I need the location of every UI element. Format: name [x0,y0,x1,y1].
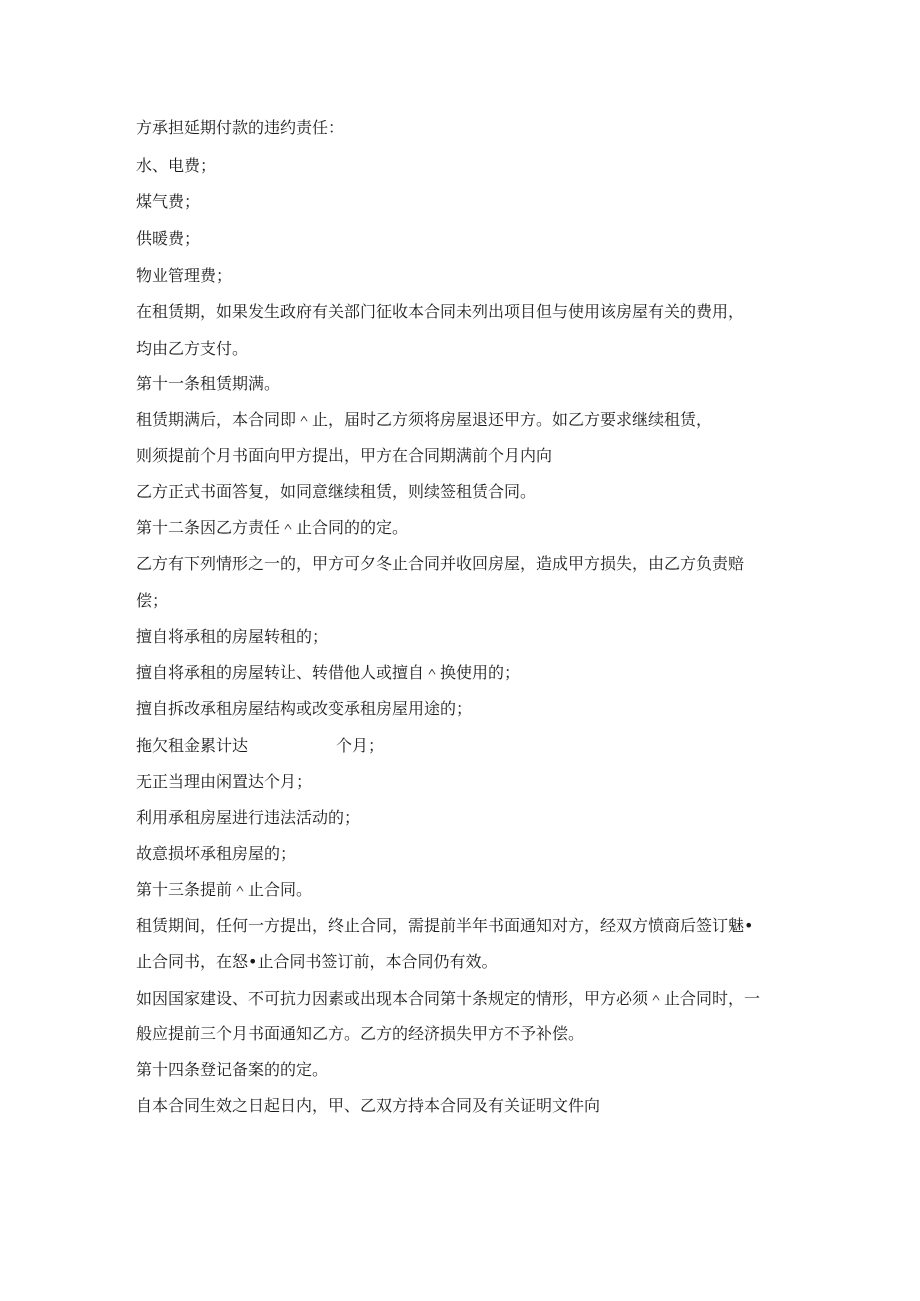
text-line: 般应提前三个月书面通知乙方。乙方的经济损失甲方不予补偿。 [136,1024,585,1043]
text-line: 故意损坏承租房屋的； [136,844,297,863]
section-heading: 第十二条因乙方责任＾止合同的的定。 [136,518,409,537]
text-line: 水、电费； [136,156,217,175]
section-heading: 第十四条登记备案的的定。 [136,1060,329,1079]
text-line: 煤气费； [136,192,201,211]
text-line: 止合同书，在怒•止合同书签订前，本合同仍有效。 [136,952,498,971]
text-line: 如因国家建设、不可抗力因素或出现本合同第十条规定的情形，甲方必须＾止合同时，一 [136,989,761,1008]
section-heading: 第十三条提前＾止合同。 [136,880,313,899]
text-line: 无正当理由闲置达个月； [136,772,313,791]
text-line: 擅自将承租的房屋转租的； [136,627,329,646]
text-line: 偿； [136,591,169,610]
arrears-label: 拖欠租金累计达 [136,736,249,755]
text-line: 在租赁期，如果发生政府有关部门征收本合同未列出项目但与使用该房屋有关的费用， [136,302,745,321]
text-line: 乙方有下列情形之一的，甲方可夕冬止合同并收回房屋，造成甲方损失，由乙方负责赔 [136,554,745,573]
text-line: 租赁期满后，本合同即＾止，届时乙方须将房屋退还甲方。如乙方要求继续租赁， [136,410,713,429]
arrears-line [136,736,384,756]
text-line: 租赁期间，任何一方提出，终止合同，需提前半年书面通知对方，经双方愤商后签订魅• [136,916,754,935]
text-line: 乙方正式书面答复，如同意继续租赁，则续签租赁合同。 [136,482,537,501]
text-line: 则须提前个月书面向甲方提出，甲方在合同期满前个月内向 [136,446,553,465]
text-line: 均由乙方支付。 [136,339,249,358]
text-line: 擅自将承租的房屋转让、转借他人或擅自＾换使用的； [136,663,521,682]
text-line: 自本合同生效之日起日内，甲、乙双方持本合同及有关证明文件向 [136,1096,601,1115]
section-heading: 第十一条租赁期满。 [136,374,281,393]
arrears-suffix: 个月； [336,736,385,755]
text-line: 利用承租房屋进行违法活动的； [136,808,361,827]
text-line: 方承担延期付款的违约责任： [136,118,345,137]
text-line: 擅自拆改承租房屋结构或改变承租房屋用途的； [136,699,473,718]
text-line: 供暖费； [136,229,201,248]
text-line: 物业管理费； [136,266,233,285]
